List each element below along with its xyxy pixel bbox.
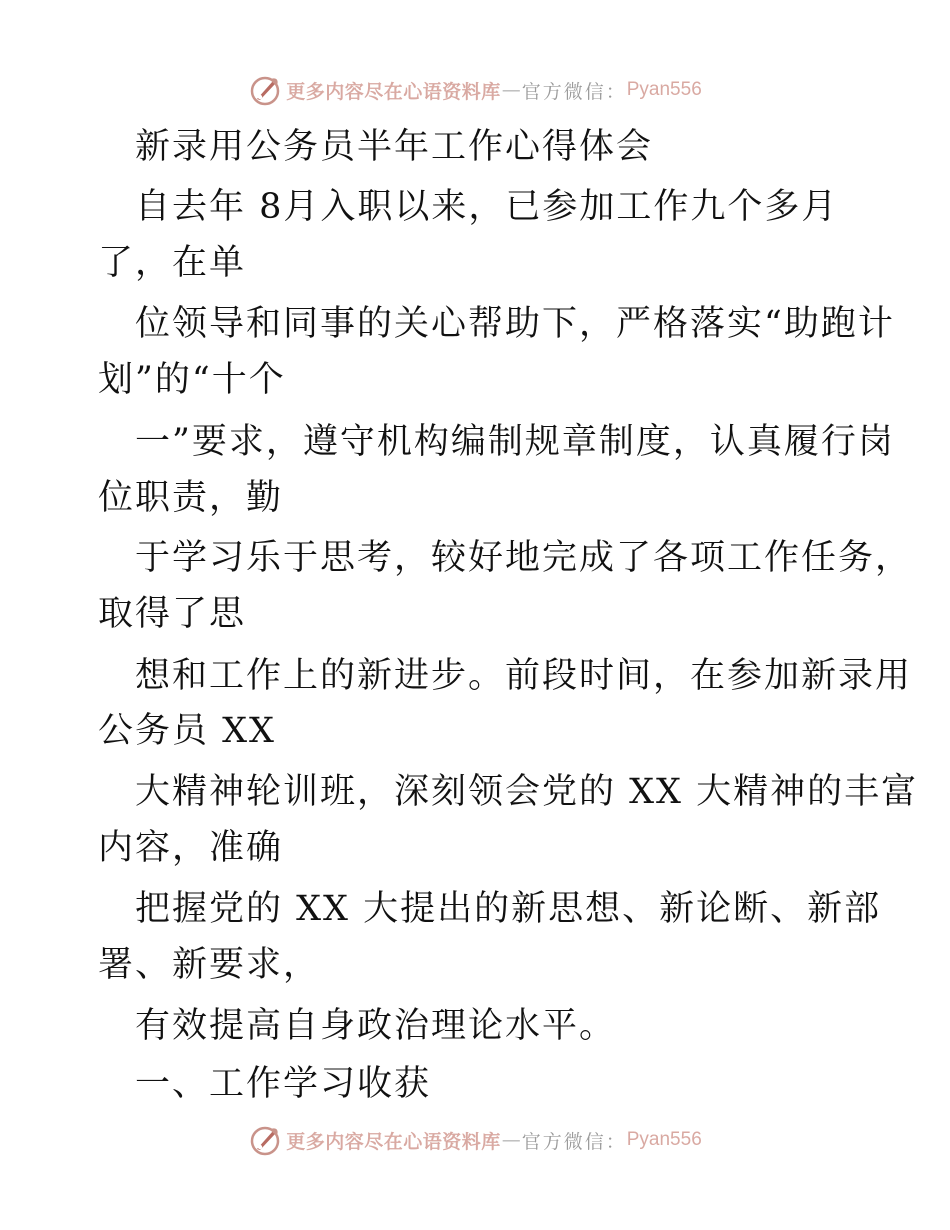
watermark-separator: — [501,1129,521,1151]
watermark-wechat-label: 官方微信： [521,80,627,103]
paragraph-line: 于学习乐于思考，较好地完成了各项工作任务， [135,538,913,578]
watermark-separator: — [501,79,521,101]
paragraph-line: 位领导和同事的关心帮助下，严格落实“助跑计 [135,304,895,344]
section-heading: 一、工作学习收获 [135,1064,432,1104]
paragraph-line: 内容，准确 [98,828,284,868]
paragraph-line: 取得了思 [98,594,247,634]
footer-watermark [0,1120,950,1160]
paragraph-line: 自去年 8月入职以来，已参加工作九个多月 [135,187,839,227]
paragraph-line: 署、新要求， [98,945,321,985]
quill-logo-icon [248,73,282,107]
watermark-wechat-id: Pyan556 [626,79,702,100]
quill-logo-icon [248,1123,282,1157]
document-title: 新录用公务员半年工作心得体会 [135,127,654,167]
paragraph-line: 位职责，勤 [98,478,284,518]
watermark-site-name: 更多内容尽在心语资料库 [286,1130,501,1153]
header-watermark [0,70,950,110]
paragraph-line: 想和工作上的新进步。前段时间，在参加新录用 [135,656,913,696]
paragraph-line: 了，在单 [98,243,247,283]
paragraph-line: 把握党的 XX 大提出的新思想、新论断、新部 [135,889,882,929]
watermark-site-name: 更多内容尽在心语资料库 [286,80,501,103]
watermark-wechat-label: 官方微信： [521,1130,627,1153]
paragraph-line: 大精神轮训班，深刻领会党的 XX 大精神的丰富 [135,772,919,812]
watermark-wechat-id: Pyan556 [626,1129,702,1150]
paragraph-line: 划”的“十个 [98,360,286,400]
paragraph-line: 有效提高自身政治理论水平。 [135,1006,617,1046]
paragraph-line: 一”要求，遵守机构编制规章制度，认真履行岗 [135,422,895,462]
paragraph-line: 公务员 XX [98,711,276,751]
